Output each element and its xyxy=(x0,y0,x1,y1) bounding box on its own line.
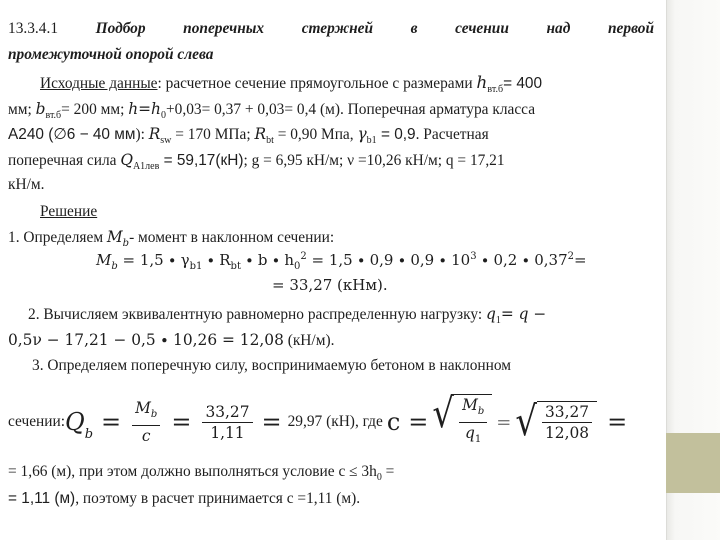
step-3-line-3: = 1,66 (м), при этом должно выполняться условие $с \le 3h_0$ = xyxy=(8,463,395,484)
section-title-line-2: промежуточной опорой слева xyxy=(8,46,214,63)
sqrt-mb-over-q1: √ $\frac{M_b}{q_1}$ xyxy=(432,394,492,450)
section-number: 13.3.4.1 xyxy=(8,20,59,37)
source-label: Исходные данные xyxy=(40,75,158,92)
radical-sign: √ xyxy=(432,389,455,438)
title-word-5: сечении xyxy=(455,20,509,37)
step-1-result: = 33,27 (кНм). xyxy=(272,276,388,294)
step-1-formula: $M_b = 1,5 \cdot \gamma_{b1} \cdot R_{bt} \cdot b \cdot h_0^2 = 1,5 \cdot 0,9 \cdot 0,9 \cdot 10^3 \cdot 0,2 \cdot 0,37^2=$ xyxy=(96,251,587,272)
title-word-1: Подбор xyxy=(95,20,146,37)
solution-heading: Решение xyxy=(40,203,98,220)
section-title-line-1 xyxy=(8,18,654,40)
step-1-line: 1. Определяем $M_b-$ момент в наклонном сечении: xyxy=(8,228,335,250)
title-word-6: над xyxy=(546,20,571,37)
step-3-line-4: = 1,11 (м), поэтому в расчет принимается с =1,11 (м). xyxy=(8,490,361,507)
source-line-5: кН/м. xyxy=(8,176,45,193)
step-2-line-1: 2. Вычисляем эквивалентную равномерно распределенную нагрузку: $q_1= q$ − xyxy=(28,305,547,327)
source-line-1: Исходные данные: расчетное сечение прямоугольное с размерами $h_{вт.б}= 400$ xyxy=(40,73,543,96)
fraction-values: $\frac{33,27}{1,11}$ xyxy=(202,402,252,443)
accent-block xyxy=(666,433,720,493)
title-word-3: стержней xyxy=(301,20,374,37)
fraction-mb-over-c: $\frac{M_b}{c}$ xyxy=(132,398,160,446)
title-word-4: в xyxy=(410,20,418,37)
step-2-line-2: 0,5ν − 17,21 − 0,5 ∙ 10,26 = 12,08 (кН/м). xyxy=(8,331,335,349)
radical-sign-2: √ xyxy=(515,398,538,446)
sqrt-values: √ $\frac{33,27}{12,08}$ xyxy=(515,401,597,443)
step-3-line-1: 3. Определяем поперечную силу, воспринимаемую бетоном в наклонном xyxy=(32,357,512,374)
source-line-2: мм; $b_{вт.б}= 200$ мм; $h=h_0+0,03= 0,37 + 0,03= 0,4$ (м). Поперечная арматура класса xyxy=(8,100,536,122)
title-word-2: поперечных xyxy=(183,20,265,37)
source-line-3: А240 (∅6 − 40 мм): $R_{sw} = 170$ МПа; $R_{bt} = 0,90$ Мпа, $\gamma_{b1} = 0,9$. Расчетная xyxy=(8,125,489,147)
title-word-7: первой xyxy=(607,20,654,37)
source-line-4: поперечная сила $Q_{A1лев} = 59,17(кН)$; g = 6,95 кН/м; ν =10,26 кН/м; q = 17,21 xyxy=(8,151,505,173)
step-3-formula-row: сечении: Q $_b$ = $\frac{M_b}{c}$ = $\frac{33,27}{1,11}$ = 29,97 (кН) , где c = √ $\frac{M_b}{q_1}$ = √ $\frac{33,27}{12,08}$ = xyxy=(8,386,627,458)
